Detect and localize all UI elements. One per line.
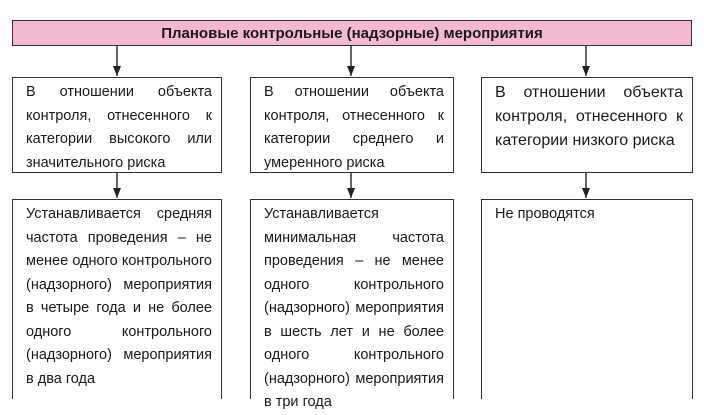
category-medium-label: В отношении объекта контроля, отнесенного к категории среднего и умеренного риска bbox=[264, 84, 444, 171]
frequency-medium-box bbox=[250, 199, 454, 410]
frequency-high-text: Устанавливается средняя частота проведения – не менее одного контрольного (надзорного) мероприятия в четыре года и не более одного контрольного (надзорного) мероприятия в два года bbox=[26, 206, 212, 387]
frequency-high-box bbox=[12, 199, 222, 399]
category-high-label: В отношении объекта контроля, отнесенного к категории высокого или значительного риска bbox=[26, 84, 212, 171]
category-high-box bbox=[12, 77, 222, 173]
diagram-title: Плановые контрольные (надзорные) мероприятия bbox=[161, 24, 543, 42]
frequency-medium-text: Устанавливается минимальная частота проведения – не менее одного контрольного (надзорного) мероприятия в шесть лет и не более одного контрольного (надзорного) мероприятия в три года bbox=[264, 206, 444, 410]
header-box bbox=[12, 20, 692, 46]
category-medium-box bbox=[250, 77, 454, 173]
category-low-box bbox=[481, 77, 693, 173]
frequency-low-box bbox=[481, 199, 693, 399]
frequency-low-text: Не проводятся bbox=[495, 206, 595, 222]
category-low-label: В отношении объекта контроля, отнесенного к категории низкого риска bbox=[495, 84, 683, 149]
